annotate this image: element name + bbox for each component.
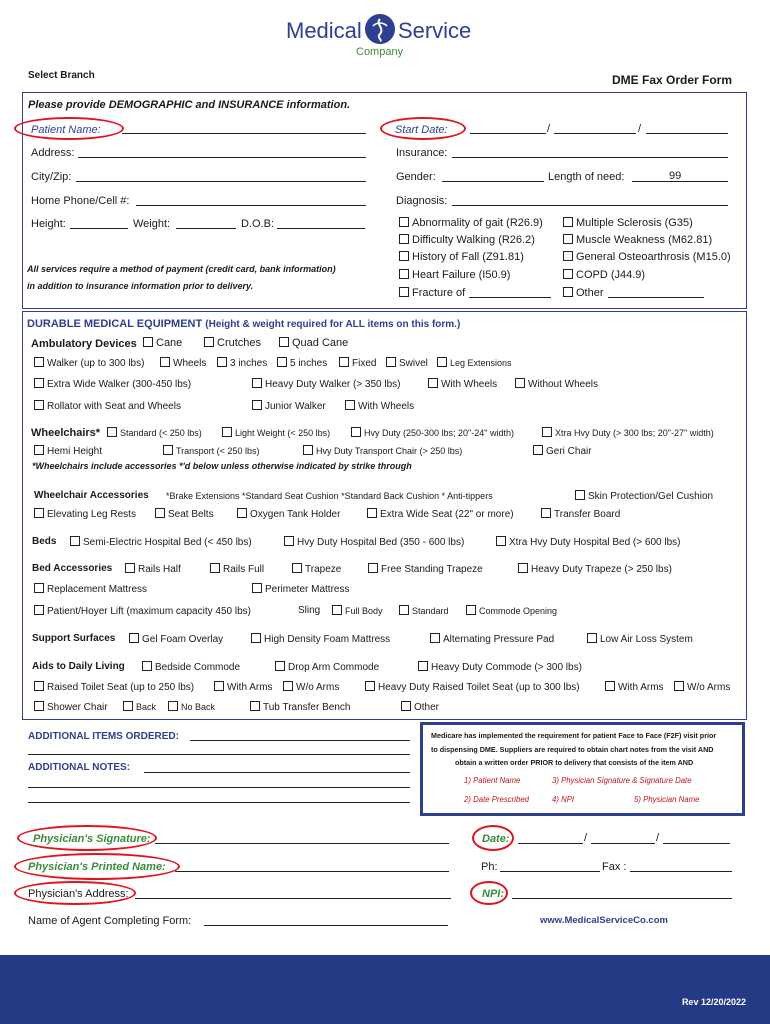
checkbox[interactable] xyxy=(34,400,44,410)
raised-toilet-option[interactable]: Raised Toilet Seat (up to 250 lbs) xyxy=(34,681,194,693)
heavy-wo-arms-option[interactable]: W/o Arms xyxy=(674,681,730,693)
drop-arm-commode-option[interactable]: Drop Arm Commode xyxy=(275,661,379,673)
payment-note-1: All services require a method of payment (credit card, bank information) xyxy=(27,264,336,274)
five-inch-option[interactable]: 5 inches xyxy=(277,357,327,369)
diagnosis-option[interactable]: History of Fall (Z91.81) xyxy=(399,251,524,263)
semi-electric-bed-option[interactable]: Semi-Electric Hospital Bed (< 450 lbs) xyxy=(70,536,252,548)
skin-protection-option[interactable]: Skin Protection/Gel Cushion xyxy=(575,490,713,502)
checkbox[interactable] xyxy=(277,357,287,367)
patient-name-label: Patient Name: xyxy=(31,124,101,136)
demographic-heading: Please provide DEMOGRAPHIC and INSURANCE information. xyxy=(28,99,351,111)
diagnosis-option[interactable]: Difficulty Walking (R26.2) xyxy=(399,234,535,246)
physician-printed-name-label: Physician's Printed Name: xyxy=(28,861,166,873)
checkbox[interactable] xyxy=(252,583,262,593)
rails-full-option[interactable]: Rails Full xyxy=(210,563,264,575)
accessories-included: *Brake Extensions *Standard Seat Cushion *Standard Back Cushion * Anti-tippers xyxy=(166,491,493,501)
checkbox[interactable] xyxy=(252,400,262,410)
date-highlight xyxy=(472,825,514,851)
checkbox[interactable] xyxy=(518,563,528,573)
logo-text-medical: Medical xyxy=(286,18,362,43)
checkbox[interactable] xyxy=(252,378,262,388)
checkbox[interactable] xyxy=(214,681,224,691)
checkbox[interactable] xyxy=(575,490,585,500)
physician-address-label: Physician's Address: xyxy=(28,888,129,900)
dme-heading xyxy=(27,318,460,330)
checkbox[interactable] xyxy=(437,357,447,367)
hoyer-lift-option[interactable]: Patient/Hoyer Lift (maximum capacity 450 lbs) xyxy=(34,605,251,617)
company-logo xyxy=(286,14,471,44)
medicare-req-2: 2) Date Prescribed xyxy=(464,795,530,804)
logo-caduceus-icon xyxy=(365,14,395,44)
transfer-board-option[interactable]: Transfer Board xyxy=(541,508,620,520)
additional-notes-label: ADDITIONAL NOTES: xyxy=(28,762,131,773)
xtra-hvy-wheelchair-option[interactable]: Xtra Hvy Duty (> 300 lbs; 20"-27" width) xyxy=(542,427,714,438)
checkbox[interactable] xyxy=(70,536,80,546)
rollator-option[interactable]: Rollator with Seat and Wheels xyxy=(34,400,181,412)
wheelchairs-label: Wheelchairs* xyxy=(31,427,101,439)
checkbox[interactable] xyxy=(399,234,409,244)
cane-option[interactable]: Cane xyxy=(143,337,182,349)
physician-signature-field[interactable] xyxy=(155,834,449,844)
date-day-field[interactable] xyxy=(591,834,655,844)
npi-field[interactable] xyxy=(512,889,732,899)
heavy-commode-option[interactable]: Heavy Duty Commode (> 300 lbs) xyxy=(418,661,582,673)
medicare-line-3: obtain a written order PRIOR to delivery that consists of the item AND xyxy=(455,758,694,767)
checkbox[interactable] xyxy=(345,400,355,410)
trapeze-option[interactable]: Trapeze xyxy=(292,563,341,575)
alternating-pressure-option[interactable]: Alternating Pressure Pad xyxy=(430,633,554,645)
checkbox[interactable] xyxy=(34,701,44,711)
diagnosis-option[interactable]: Other xyxy=(563,287,704,299)
date-slash-4: / xyxy=(656,832,660,844)
medicare-line-2: to dispensing DME. Suppliers are required to obtain chart notes from the visit AND xyxy=(431,745,714,754)
checkbox[interactable] xyxy=(204,337,214,347)
checkbox[interactable] xyxy=(418,661,428,671)
raised-wo-arms-option[interactable]: W/o Arms xyxy=(283,681,339,693)
checkbox[interactable] xyxy=(237,508,247,518)
light-weight-option[interactable]: Light Weight (< 250 lbs) xyxy=(222,427,330,438)
hemi-height-option[interactable]: Hemi Height xyxy=(34,445,102,457)
city-zip-label: City/Zip: xyxy=(31,171,72,183)
checkbox[interactable] xyxy=(250,701,260,711)
additional-items-field-2[interactable] xyxy=(28,745,410,755)
signature-highlight xyxy=(17,825,157,851)
dob-label: D.O.B: xyxy=(241,218,275,230)
checkbox[interactable] xyxy=(292,563,302,573)
checkbox[interactable] xyxy=(430,633,440,643)
gel-foam-overlay-option[interactable]: Gel Foam Overlay xyxy=(129,633,223,645)
address-label: Address: xyxy=(31,147,75,159)
diagnosis-option[interactable]: General Osteoarthrosis (M15.0) xyxy=(563,251,731,263)
wheelchair-note: *Wheelchairs include accessories *'d below unless otherwise indicated by strike through xyxy=(32,461,412,471)
checkbox[interactable] xyxy=(123,701,133,711)
gender-field[interactable] xyxy=(442,172,544,182)
website-link[interactable]: www.MedicalServiceCo.com xyxy=(540,915,668,926)
additional-notes-field-3[interactable] xyxy=(28,793,410,803)
checkbox[interactable] xyxy=(283,681,293,691)
height-field[interactable] xyxy=(70,219,128,229)
agent-field[interactable] xyxy=(204,916,448,926)
logo-text-service: Service xyxy=(397,18,472,43)
checkbox[interactable] xyxy=(563,251,573,261)
additional-items-label: ADDITIONAL ITEMS ORDERED: xyxy=(28,731,179,742)
gender-label: Gender: xyxy=(396,171,436,183)
heavy-raised-toilet-option[interactable]: Heavy Duty Raised Toilet Seat (up to 300 lbs) xyxy=(365,681,580,693)
checkbox[interactable] xyxy=(542,427,552,437)
perimeter-mattress-option[interactable]: Perimeter Mattress xyxy=(252,583,349,595)
checkbox[interactable] xyxy=(386,357,396,367)
extra-wide-walker-option[interactable]: Extra Wide Walker (300-450 lbs) xyxy=(34,378,191,390)
date-label: Date: xyxy=(482,833,510,845)
date-slash-1: / xyxy=(547,123,551,135)
support-surfaces-label: Support Surfaces xyxy=(32,633,116,644)
insurance-field[interactable] xyxy=(452,148,728,158)
address-field[interactable] xyxy=(78,148,366,158)
checkbox[interactable] xyxy=(563,217,573,227)
checkbox[interactable] xyxy=(275,661,285,671)
checkbox[interactable] xyxy=(129,633,139,643)
checkbox[interactable] xyxy=(34,508,44,518)
diagnosis-option[interactable]: COPD (J44.9) xyxy=(563,269,645,281)
elevating-leg-rests-option[interactable]: Elevating Leg Rests xyxy=(34,508,136,520)
checkbox[interactable] xyxy=(399,605,409,615)
checkbox[interactable] xyxy=(163,445,173,455)
medicare-req-5: 5) Physician Name xyxy=(634,795,700,804)
rails-half-option[interactable]: Rails Half xyxy=(125,563,181,575)
patient-name-highlight xyxy=(14,117,124,140)
geri-chair-option[interactable]: Geri Chair xyxy=(533,445,592,457)
fax-label: Fax : xyxy=(602,861,627,873)
ph-field[interactable] xyxy=(500,862,600,872)
checkbox[interactable] xyxy=(142,661,152,671)
commode-opening-option[interactable]: Commode Opening xyxy=(466,605,557,616)
form-title: DME Fax Order Form xyxy=(612,73,733,87)
standard-wheelchair-option[interactable]: Standard (< 250 lbs) xyxy=(107,427,202,438)
insurance-label: Insurance: xyxy=(396,147,448,159)
junior-with-wheels-option[interactable]: With Wheels xyxy=(345,400,414,412)
quad-cane-option[interactable]: Quad Cane xyxy=(279,337,348,349)
aids-label: Aids to Daily Living xyxy=(32,661,125,672)
checkbox[interactable] xyxy=(168,701,178,711)
physician-printed-name-field[interactable] xyxy=(175,862,449,872)
dme-title: DURABLE MEDICAL EQUIPMENT xyxy=(27,318,203,330)
tub-transfer-bench-option[interactable]: Tub Transfer Bench xyxy=(250,701,350,713)
diagnosis-label: Diagnosis: xyxy=(396,195,448,207)
checkbox[interactable] xyxy=(563,287,573,297)
checkbox[interactable] xyxy=(332,605,342,615)
transport-option[interactable]: Transport (< 250 lbs) xyxy=(163,445,259,456)
other-option[interactable]: Other xyxy=(401,701,439,713)
oxygen-tank-holder-option[interactable]: Oxygen Tank Holder xyxy=(237,508,340,520)
checkbox[interactable] xyxy=(605,681,615,691)
crutches-option[interactable]: Crutches xyxy=(204,337,261,349)
dme-note: (Height & weight required for ALL items on this form.) xyxy=(205,319,461,330)
diagnosis-option[interactable]: Abnormality of gait (R26.9) xyxy=(399,217,543,229)
checkbox[interactable] xyxy=(466,605,476,615)
checkbox[interactable] xyxy=(365,681,375,691)
dob-field[interactable] xyxy=(277,219,365,229)
checkbox[interactable] xyxy=(587,633,597,643)
start-date-year-field[interactable] xyxy=(646,124,728,134)
physician-address-field[interactable] xyxy=(135,889,451,899)
bedside-commode-option[interactable]: Bedside Commode xyxy=(142,661,240,673)
checkbox[interactable] xyxy=(399,269,409,279)
checkbox[interactable] xyxy=(34,378,44,388)
low-air-loss-option[interactable]: Low Air Loss System xyxy=(587,633,693,645)
diagnosis-option[interactable]: Fracture of xyxy=(399,287,551,299)
checkbox[interactable] xyxy=(251,633,261,643)
leg-extensions-option[interactable]: Leg Extensions xyxy=(437,357,512,368)
without-wheels-option[interactable]: Without Wheels xyxy=(515,378,598,390)
checkbox[interactable] xyxy=(541,508,551,518)
checkbox[interactable] xyxy=(222,427,232,437)
junior-walker-option[interactable]: Junior Walker xyxy=(252,400,326,412)
high-density-mattress-option[interactable]: High Density Foam Mattress xyxy=(251,633,390,645)
heavy-trapeze-option[interactable]: Heavy Duty Trapeze (> 250 lbs) xyxy=(518,563,672,575)
revision-date: Rev 12/20/2022 xyxy=(681,997,746,1007)
checkbox[interactable] xyxy=(284,536,294,546)
npi-label: NPI: xyxy=(482,888,504,900)
diagnosis-field[interactable] xyxy=(452,196,728,206)
printed-name-highlight xyxy=(14,853,180,880)
checkbox[interactable] xyxy=(34,583,44,593)
weight-label: Weight: xyxy=(133,218,171,230)
extra-wide-seat-option[interactable]: Extra Wide Seat (22" or more) xyxy=(367,508,514,520)
start-date-highlight xyxy=(380,117,466,140)
medicare-req-3: 3) Physician Signature & Signature Date xyxy=(552,776,692,785)
checkbox[interactable] xyxy=(399,217,409,227)
standard-sling-option[interactable]: Standard xyxy=(399,605,449,616)
start-date-month-field[interactable] xyxy=(470,124,546,134)
home-phone-label: Home Phone/Cell #: xyxy=(31,195,130,207)
checkbox[interactable] xyxy=(515,378,525,388)
full-body-option[interactable]: Full Body xyxy=(332,605,383,616)
additional-notes-field-2[interactable] xyxy=(28,778,410,788)
checkbox[interactable] xyxy=(34,681,44,691)
checkbox[interactable] xyxy=(155,508,165,518)
checkbox[interactable] xyxy=(674,681,684,691)
weight-field[interactable] xyxy=(176,219,236,229)
ambulatory-label: Ambulatory Devices xyxy=(31,338,137,350)
hvy-duty-wheelchair-option[interactable]: Hvy Duty (250-300 lbs; 20"-24" width) xyxy=(351,427,514,438)
raised-with-arms-option[interactable]: With Arms xyxy=(214,681,273,693)
agent-label: Name of Agent Completing Form: xyxy=(28,915,192,927)
seat-belts-option[interactable]: Seat Belts xyxy=(155,508,214,520)
fixed-option[interactable]: Fixed xyxy=(339,357,376,369)
diagnosis-option[interactable]: Muscle Weakness (M62.81) xyxy=(563,234,712,246)
checkbox[interactable] xyxy=(217,357,227,367)
swivel-option[interactable]: Swivel xyxy=(386,357,428,369)
start-date-day-field[interactable] xyxy=(554,124,636,134)
shower-chair-option[interactable]: Shower Chair xyxy=(34,701,108,713)
no-back-option[interactable]: No Back xyxy=(168,701,215,712)
date-slash-3: / xyxy=(584,832,588,844)
checkbox[interactable] xyxy=(351,427,361,437)
with-wheels-option[interactable]: With Wheels xyxy=(428,378,497,390)
checkbox[interactable] xyxy=(34,445,44,455)
address-highlight xyxy=(14,881,136,905)
heavy-with-arms-option[interactable]: With Arms xyxy=(605,681,664,693)
select-branch-label[interactable]: Select Branch xyxy=(28,70,95,81)
fax-field[interactable] xyxy=(630,862,732,872)
checkbox[interactable] xyxy=(496,536,506,546)
logo-subtitle: Company xyxy=(356,46,404,58)
beds-label: Beds xyxy=(32,536,57,547)
sling-label: Sling xyxy=(298,605,321,616)
diagnosis-option[interactable]: Heart Failure (I50.9) xyxy=(399,269,510,281)
checkbox[interactable] xyxy=(368,563,378,573)
back-option[interactable]: Back xyxy=(123,701,156,712)
additional-items-field[interactable] xyxy=(190,731,410,741)
start-date-label: Start Date: xyxy=(395,124,448,136)
height-label: Height: xyxy=(31,218,66,230)
walker-option[interactable]: Walker (up to 300 lbs) xyxy=(34,357,144,369)
checkbox[interactable] xyxy=(210,563,220,573)
checkbox[interactable] xyxy=(399,287,409,297)
checkbox[interactable] xyxy=(160,357,170,367)
checkbox[interactable] xyxy=(563,269,573,279)
additional-notes-field[interactable] xyxy=(144,763,410,773)
checkbox[interactable] xyxy=(279,337,289,347)
date-slash-2: / xyxy=(638,123,642,135)
medicare-req-4: 4) NPI xyxy=(552,795,575,804)
checkbox[interactable] xyxy=(303,445,313,455)
checkbox[interactable] xyxy=(143,337,153,347)
checkbox[interactable] xyxy=(34,357,44,367)
checkbox[interactable] xyxy=(339,357,349,367)
city-zip-field[interactable] xyxy=(76,172,366,182)
physician-signature-label: Physician's Signature: xyxy=(33,833,151,845)
replacement-mattress-option[interactable]: Replacement Mattress xyxy=(34,583,147,595)
npi-highlight xyxy=(470,881,508,905)
checkbox[interactable] xyxy=(34,605,44,615)
medicare-line-1: Medicare has implemented the requirement for patient Face to Face (F2F) visit prior xyxy=(431,731,717,740)
footer-bar xyxy=(0,955,770,1024)
ph-label: Ph: xyxy=(481,861,498,873)
checkbox[interactable] xyxy=(563,234,573,244)
hvy-duty-bed-option[interactable]: Hvy Duty Hospital Bed (350 - 600 lbs) xyxy=(284,536,464,548)
free-standing-trapeze-option[interactable]: Free Standing Trapeze xyxy=(368,563,483,575)
checkbox[interactable] xyxy=(401,701,411,711)
length-of-need-label: Length of need: xyxy=(548,171,625,183)
checkbox[interactable] xyxy=(107,427,117,437)
accessories-label: Wheelchair Accessories xyxy=(34,490,149,501)
checkbox[interactable] xyxy=(399,251,409,261)
length-of-need-value: 99 xyxy=(669,170,682,182)
hvy-transport-option[interactable]: Hvy Duty Transport Chair (> 250 lbs) xyxy=(303,445,462,456)
bed-accessories-label: Bed Accessories xyxy=(32,563,113,574)
wheels-option[interactable]: Wheels xyxy=(160,357,206,369)
diagnosis-option[interactable]: Multiple Sclerosis (G35) xyxy=(563,217,693,229)
patient-name-field[interactable] xyxy=(122,124,366,134)
xtra-hvy-bed-option[interactable]: Xtra Hvy Duty Hospital Bed (> 600 lbs) xyxy=(496,536,680,548)
payment-note-2: in addition to insurance information prior to delivery. xyxy=(27,281,254,291)
three-inch-option[interactable]: 3 inches xyxy=(217,357,267,369)
heavy-duty-walker-option[interactable]: Heavy Duty Walker (> 350 lbs) xyxy=(252,378,401,390)
checkbox[interactable] xyxy=(533,445,543,455)
checkbox[interactable] xyxy=(367,508,377,518)
checkbox[interactable] xyxy=(125,563,135,573)
checkbox[interactable] xyxy=(428,378,438,388)
home-phone-field[interactable] xyxy=(136,196,366,206)
date-year-field[interactable] xyxy=(663,834,730,844)
date-month-field[interactable] xyxy=(518,834,583,844)
medicare-req-1: 1) Patient Name xyxy=(464,776,521,785)
